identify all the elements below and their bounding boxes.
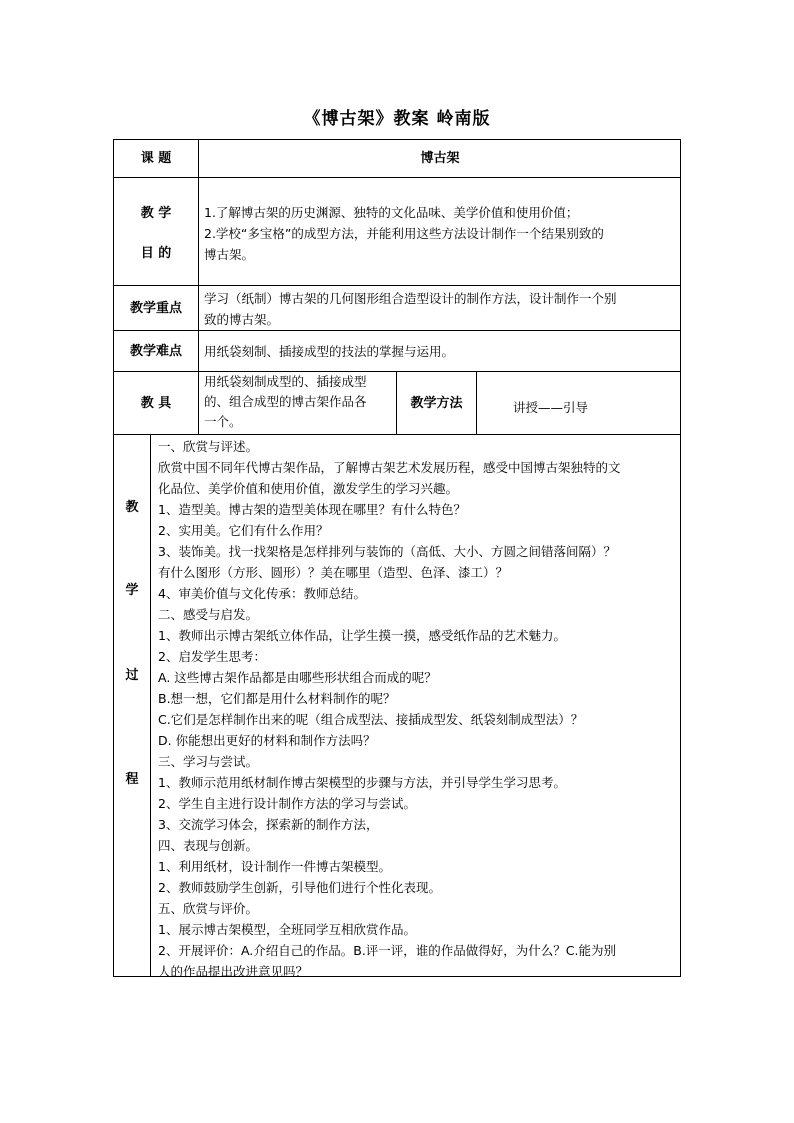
topic-label: 课 题 — [140, 151, 172, 166]
process-line: 欣赏中国不同年代博古架作品，了解博古架艺术发展历程，感受中国博古架独特的文 — [158, 460, 621, 475]
process-line: 2、启发学生思考： — [158, 649, 266, 664]
objective-line: 1.了解博古架的历史渊源、独特的文化品味、美学价值和使用价值； — [204, 205, 579, 220]
process-line: 四、表现与创新。 — [158, 838, 259, 853]
tools-label: 教 具 — [140, 396, 172, 411]
method-value: 讲授——引导 — [513, 400, 589, 415]
page-title: 《博古架》教案 岭南版 — [303, 109, 491, 129]
objectives-label-line1: 教 学 — [140, 206, 172, 221]
process-line: 1、利用纸材，设计制作一件博古架模型。 — [158, 859, 391, 874]
objective-line: 博古架。 — [204, 247, 255, 262]
difficulties-text: 用纸袋刻制、插接成型的技法的掌握与运用。 — [204, 344, 455, 359]
process-line: D. 你能想出更好的材料和制作方法吗？ — [158, 733, 376, 748]
process-line: 1、教师示范用纸材制作博古架模型的步骤与方法，并引导学生学习思考。 — [158, 775, 566, 790]
process-line: 二、感受与启发。 — [158, 607, 259, 622]
process-line: 化品位、美学价值和使用价值，激发学生的学习兴趣。 — [158, 481, 459, 496]
process-line: A. 这些博古架作品都是由哪些形状组合而成的呢？ — [158, 670, 437, 685]
process-label-char: 程 — [125, 772, 139, 787]
objective-line: 2.学校“多宝格”的成型方法，并能利用这些方法设计制作一个结果别致的 — [204, 226, 604, 241]
topic-value: 博古架 — [420, 151, 460, 166]
process-line: 2、开展评价：A.介绍自己的作品。B.评一评，谁的作品做得好，为什么？C.能为别 — [158, 943, 617, 958]
process-line: 五、欣赏与评价。 — [158, 901, 259, 916]
objectives-label-line2: 目 的 — [140, 246, 172, 261]
process-line: 3、交流学习体会，探索新的制作方法， — [158, 817, 379, 832]
process-line: 2、实用美。它们有什么作用？ — [158, 523, 329, 538]
process-line: 1、教师出示博古架纸立体作品，让学生摸一摸，感受纸作品的艺术魅力。 — [158, 628, 566, 643]
process-line: 人的作品提出改进意见吗？ — [158, 964, 309, 979]
process-line: B.想一想，它们都是用什么材料制作的呢？ — [158, 691, 396, 706]
process-line: 1、展示博古架模型，全班同学互相欣赏作品。 — [158, 922, 416, 937]
process-label-char: 学 — [125, 583, 139, 598]
process-label-char: 过 — [125, 668, 139, 683]
key-points-line: 致的博古架。 — [204, 312, 280, 327]
process-line: 三、学习与尝试。 — [158, 754, 259, 769]
process-line: 3、装饰美。找一找架格是怎样排列与装饰的（高低、大小、方圆之间错落间隔）？ — [158, 544, 616, 559]
process-line: C.它们是怎样制作出来的呢（组合成型法、接插成型发、纸袋刻制成型法）？ — [158, 712, 584, 727]
lesson-plan-table — [113, 139, 681, 977]
process-line: 2、学生自主进行设计制作方法的学习与尝试。 — [158, 796, 416, 811]
difficulties-label: 教学难点 — [129, 344, 182, 359]
tools-line: 的、组合成型的博古架作品各 — [204, 394, 367, 409]
process-line: 一、欣赏与评述。 — [158, 439, 259, 454]
method-label: 教学方法 — [410, 396, 463, 411]
tools-line: 一个。 — [204, 414, 242, 429]
process-line: 有什么图形（方形、圆形）？美在哪里（造型、色泽、漆工）？ — [158, 565, 509, 580]
tools-line: 用纸袋刻制成型的、插接成型 — [204, 374, 367, 389]
process-line: 1、造型美。博古架的造型美体现在哪里？有什么特色？ — [158, 502, 466, 517]
process-line: 2、教师鼓励学生创新，引导他们进行个性化表现。 — [158, 880, 441, 895]
key-points-label: 教学重点 — [129, 301, 182, 316]
key-points-line: 学习（纸制）博古架的几何图形组合造型设计的制作方法，设计制作一个别 — [204, 291, 617, 306]
process-label-char: 教 — [125, 500, 139, 515]
process-line: 4、审美价值与文化传承：教师总结。 — [158, 586, 366, 601]
